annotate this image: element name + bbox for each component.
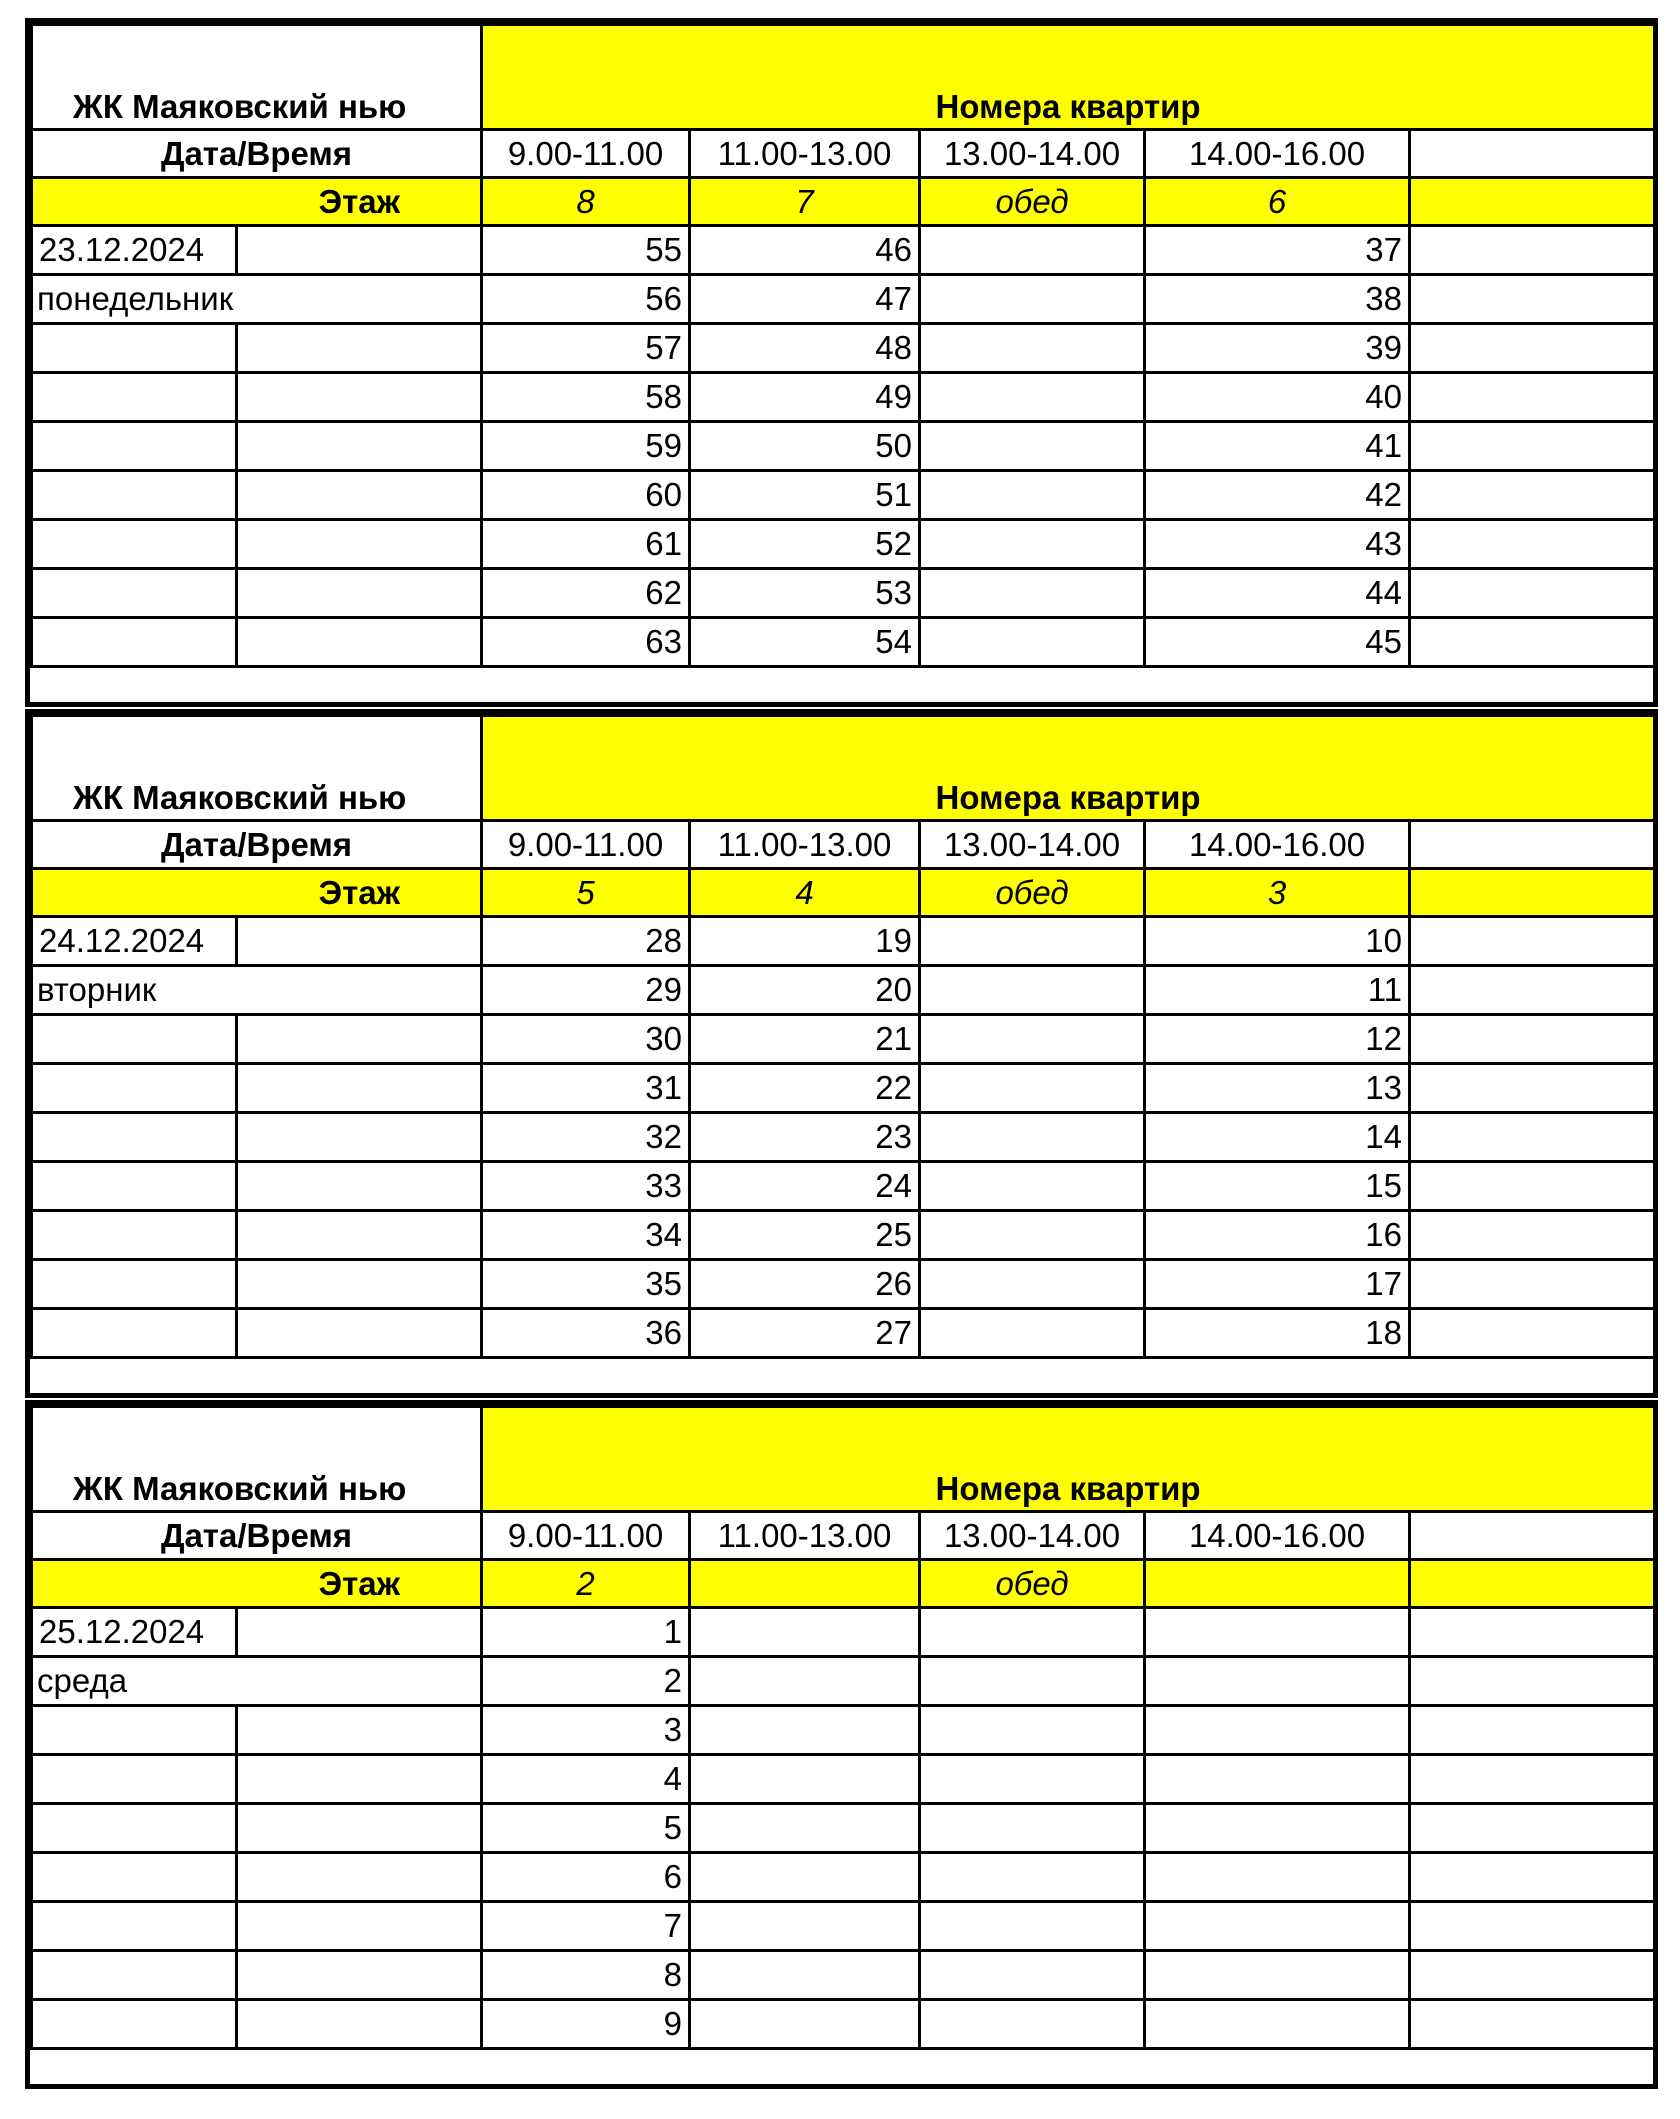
apartment-number: 13 bbox=[1145, 1064, 1410, 1113]
apartment-number bbox=[1410, 1309, 1655, 1358]
floor-value: обед bbox=[920, 178, 1145, 226]
empty-cell bbox=[237, 1902, 482, 1951]
apartment-number: 6 bbox=[482, 1853, 690, 1902]
apartment-number bbox=[920, 520, 1145, 569]
apartment-number bbox=[1410, 373, 1655, 422]
table-row bbox=[32, 2000, 1655, 2049]
apartment-number bbox=[690, 1706, 920, 1755]
apartment-number bbox=[920, 1853, 1145, 1902]
apartment-number: 24 bbox=[690, 1162, 920, 1211]
apartment-number bbox=[920, 1309, 1145, 1358]
apartment-number bbox=[1145, 1657, 1410, 1706]
apartment-number bbox=[1410, 618, 1655, 667]
floor-label: Этаж bbox=[32, 1560, 482, 1608]
apartment-number bbox=[920, 1260, 1145, 1309]
apartment-number: 60 bbox=[482, 471, 690, 520]
empty-cell bbox=[237, 422, 482, 471]
empty-cell bbox=[32, 1706, 237, 1755]
apartment-number bbox=[920, 1162, 1145, 1211]
table-row bbox=[32, 1015, 1655, 1064]
empty-cell bbox=[32, 1853, 237, 1902]
apartment-number bbox=[1410, 1755, 1655, 1804]
time-slot: 14.00-16.00 bbox=[1145, 130, 1410, 178]
empty-cell bbox=[237, 1755, 482, 1804]
schedule-table bbox=[30, 23, 1656, 668]
apartment-number bbox=[1410, 324, 1655, 373]
empty-cell bbox=[32, 324, 237, 373]
apartment-number: 56 bbox=[482, 275, 690, 324]
weekday-cell: понедельник bbox=[32, 275, 482, 324]
table-row bbox=[32, 373, 1655, 422]
apartment-number bbox=[1145, 1951, 1410, 2000]
date-cell: 23.12.2024 bbox=[32, 226, 237, 275]
empty-cell bbox=[32, 1902, 237, 1951]
floor-value: обед bbox=[920, 869, 1145, 917]
table-row bbox=[32, 1853, 1655, 1902]
apartment-number: 30 bbox=[482, 1015, 690, 1064]
apartment-number bbox=[920, 1015, 1145, 1064]
apartment-number: 14 bbox=[1145, 1113, 1410, 1162]
apartment-number: 46 bbox=[690, 226, 920, 275]
apartment-number: 12 bbox=[1145, 1015, 1410, 1064]
apartment-number: 27 bbox=[690, 1309, 920, 1358]
table-row bbox=[32, 1113, 1655, 1162]
time-slot: 9.00-11.00 bbox=[482, 130, 690, 178]
apartment-number: 55 bbox=[482, 226, 690, 275]
apartment-number: 61 bbox=[482, 520, 690, 569]
apartment-number: 1 bbox=[482, 1608, 690, 1657]
empty-cell bbox=[32, 1260, 237, 1309]
apartment-number bbox=[920, 1113, 1145, 1162]
apartment-number: 11 bbox=[1145, 966, 1410, 1015]
apartment-number bbox=[920, 966, 1145, 1015]
apartment-number: 10 bbox=[1145, 917, 1410, 966]
apartment-number: 7 bbox=[482, 1902, 690, 1951]
table-row bbox=[32, 1309, 1655, 1358]
apartment-number bbox=[1410, 1804, 1655, 1853]
apartment-number: 39 bbox=[1145, 324, 1410, 373]
table-row bbox=[32, 1657, 1655, 1706]
apartment-number bbox=[1410, 226, 1655, 275]
apartment-number: 42 bbox=[1145, 471, 1410, 520]
floor-value: обед bbox=[920, 1560, 1145, 1608]
apartment-number bbox=[920, 1902, 1145, 1951]
apartment-number bbox=[690, 1755, 920, 1804]
apartment-number: 54 bbox=[690, 618, 920, 667]
apartment-number: 26 bbox=[690, 1260, 920, 1309]
apartment-number bbox=[1410, 569, 1655, 618]
apartment-number: 5 bbox=[482, 1804, 690, 1853]
empty-cell bbox=[237, 1804, 482, 1853]
empty-cell bbox=[237, 226, 482, 275]
apartment-number: 38 bbox=[1145, 275, 1410, 324]
empty-cell bbox=[237, 1260, 482, 1309]
apartment-number bbox=[920, 1211, 1145, 1260]
empty-cell bbox=[237, 324, 482, 373]
apartment-number bbox=[690, 1804, 920, 1853]
apartment-number bbox=[1410, 1657, 1655, 1706]
floor-value bbox=[690, 1560, 920, 1608]
apartment-number: 53 bbox=[690, 569, 920, 618]
apartment-number: 57 bbox=[482, 324, 690, 373]
table-row bbox=[32, 1260, 1655, 1309]
apartment-number bbox=[690, 1853, 920, 1902]
table-row bbox=[32, 618, 1655, 667]
empty-cell bbox=[237, 1064, 482, 1113]
table-row bbox=[32, 1608, 1655, 1657]
empty-cell bbox=[237, 1309, 482, 1358]
apartment-number bbox=[920, 2000, 1145, 2049]
apartment-number: 29 bbox=[482, 966, 690, 1015]
table-row bbox=[32, 1162, 1655, 1211]
table-row bbox=[32, 226, 1655, 275]
time-slot: 13.00-14.00 bbox=[920, 821, 1145, 869]
apartment-number bbox=[690, 1657, 920, 1706]
apartment-number: 50 bbox=[690, 422, 920, 471]
empty-cell bbox=[32, 471, 237, 520]
apartment-number: 49 bbox=[690, 373, 920, 422]
apartment-number: 23 bbox=[690, 1113, 920, 1162]
apartment-number: 34 bbox=[482, 1211, 690, 1260]
empty-cell bbox=[32, 1162, 237, 1211]
weekday-cell: вторник bbox=[32, 966, 482, 1015]
empty-cell bbox=[237, 1608, 482, 1657]
table-row bbox=[32, 1902, 1655, 1951]
empty-cell bbox=[32, 1804, 237, 1853]
time-slot: 11.00-13.00 bbox=[690, 130, 920, 178]
empty-cell bbox=[32, 569, 237, 618]
table-row bbox=[32, 471, 1655, 520]
empty-cell bbox=[237, 1162, 482, 1211]
table-row bbox=[32, 569, 1655, 618]
apartment-number bbox=[1410, 1162, 1655, 1211]
empty-cell bbox=[32, 2000, 237, 2049]
empty-cell bbox=[32, 1113, 237, 1162]
date-cell: 25.12.2024 bbox=[32, 1608, 237, 1657]
apartment-number: 35 bbox=[482, 1260, 690, 1309]
empty-cell bbox=[237, 373, 482, 422]
empty-cell bbox=[32, 520, 237, 569]
apartment-number bbox=[1410, 1113, 1655, 1162]
apartment-number bbox=[1410, 1211, 1655, 1260]
empty-cell bbox=[237, 471, 482, 520]
apartment-number: 21 bbox=[690, 1015, 920, 1064]
apartment-number bbox=[690, 2000, 920, 2049]
floor-value bbox=[1410, 178, 1655, 226]
apartment-number bbox=[920, 471, 1145, 520]
apartment-number bbox=[1145, 2000, 1410, 2049]
apartment-number: 19 bbox=[690, 917, 920, 966]
schedule-section bbox=[25, 1400, 1658, 2089]
schedule-section bbox=[25, 709, 1658, 1398]
schedule-section bbox=[25, 18, 1658, 707]
apartment-number: 62 bbox=[482, 569, 690, 618]
time-slot bbox=[1410, 1512, 1655, 1560]
floor-value: 3 bbox=[1145, 869, 1410, 917]
schedule-table bbox=[30, 1405, 1656, 2050]
apartment-number bbox=[1410, 1015, 1655, 1064]
apartment-number: 9 bbox=[482, 2000, 690, 2049]
empty-cell bbox=[32, 422, 237, 471]
apartment-number bbox=[1410, 2000, 1655, 2049]
time-slot bbox=[1410, 821, 1655, 869]
apartment-number bbox=[1410, 917, 1655, 966]
time-slot bbox=[1410, 130, 1655, 178]
floor-value: 7 bbox=[690, 178, 920, 226]
empty-cell bbox=[237, 1706, 482, 1755]
empty-cell bbox=[32, 1015, 237, 1064]
datetime-label: Дата/Время bbox=[32, 821, 482, 869]
time-slot: 14.00-16.00 bbox=[1145, 1512, 1410, 1560]
apartment-number bbox=[920, 1657, 1145, 1706]
schedule-table bbox=[30, 714, 1656, 1359]
apartment-number bbox=[1410, 520, 1655, 569]
floor-value: 5 bbox=[482, 869, 690, 917]
apartment-number: 18 bbox=[1145, 1309, 1410, 1358]
apartment-number bbox=[920, 324, 1145, 373]
empty-cell bbox=[237, 1853, 482, 1902]
table-row bbox=[32, 1804, 1655, 1853]
apartment-number: 45 bbox=[1145, 618, 1410, 667]
empty-cell bbox=[32, 618, 237, 667]
apartment-number bbox=[1145, 1706, 1410, 1755]
time-slot: 9.00-11.00 bbox=[482, 1512, 690, 1560]
time-slot: 14.00-16.00 bbox=[1145, 821, 1410, 869]
apartment-number bbox=[920, 1951, 1145, 2000]
time-slot: 13.00-14.00 bbox=[920, 130, 1145, 178]
apartment-number bbox=[1410, 1951, 1655, 2000]
apartment-number: 20 bbox=[690, 966, 920, 1015]
table-row bbox=[32, 275, 1655, 324]
empty-cell bbox=[32, 1951, 237, 2000]
apartment-number bbox=[920, 1064, 1145, 1113]
table-row bbox=[32, 324, 1655, 373]
table-row bbox=[32, 1755, 1655, 1804]
apartment-number: 15 bbox=[1145, 1162, 1410, 1211]
apartment-number bbox=[1410, 422, 1655, 471]
empty-cell bbox=[32, 1064, 237, 1113]
empty-cell bbox=[237, 1951, 482, 2000]
apartment-number: 40 bbox=[1145, 373, 1410, 422]
empty-cell bbox=[237, 1015, 482, 1064]
table-row bbox=[32, 917, 1655, 966]
schedule-sheet bbox=[25, 18, 1658, 2091]
time-slot: 13.00-14.00 bbox=[920, 1512, 1145, 1560]
floor-value: 4 bbox=[690, 869, 920, 917]
empty-cell bbox=[237, 1113, 482, 1162]
apartment-number: 36 bbox=[482, 1309, 690, 1358]
apartment-number bbox=[1410, 1608, 1655, 1657]
apartment-number: 51 bbox=[690, 471, 920, 520]
table-row bbox=[32, 520, 1655, 569]
apartment-number: 8 bbox=[482, 1951, 690, 2000]
empty-cell bbox=[237, 569, 482, 618]
apartment-number bbox=[1410, 471, 1655, 520]
apartment-number bbox=[1410, 966, 1655, 1015]
apartment-number bbox=[1145, 1804, 1410, 1853]
apartment-number: 17 bbox=[1145, 1260, 1410, 1309]
empty-cell bbox=[32, 1309, 237, 1358]
apartment-number bbox=[920, 1804, 1145, 1853]
datetime-label: Дата/Время bbox=[32, 130, 482, 178]
apartment-number bbox=[1410, 1902, 1655, 1951]
weekday-cell: среда bbox=[32, 1657, 482, 1706]
apartment-number: 44 bbox=[1145, 569, 1410, 618]
apartment-number bbox=[1145, 1902, 1410, 1951]
empty-cell bbox=[32, 1211, 237, 1260]
apartment-number: 33 bbox=[482, 1162, 690, 1211]
apartment-number bbox=[690, 1608, 920, 1657]
empty-cell bbox=[237, 2000, 482, 2049]
apartment-number bbox=[920, 1755, 1145, 1804]
apartment-number: 32 bbox=[482, 1113, 690, 1162]
apartments-header: Номера квартир bbox=[482, 25, 1655, 130]
floor-label: Этаж bbox=[32, 869, 482, 917]
apartment-number bbox=[1410, 275, 1655, 324]
apartment-number bbox=[920, 917, 1145, 966]
apartment-number bbox=[1410, 1853, 1655, 1902]
apartment-number bbox=[690, 1902, 920, 1951]
apartment-number: 37 bbox=[1145, 226, 1410, 275]
time-slot: 9.00-11.00 bbox=[482, 821, 690, 869]
time-slot: 11.00-13.00 bbox=[690, 821, 920, 869]
empty-cell bbox=[32, 1755, 237, 1804]
apartment-number bbox=[1410, 1260, 1655, 1309]
apartment-number bbox=[920, 569, 1145, 618]
apartment-number bbox=[920, 1706, 1145, 1755]
complex-name: ЖК Маяковский нью bbox=[32, 1407, 482, 1512]
apartment-number bbox=[1145, 1755, 1410, 1804]
apartment-number: 63 bbox=[482, 618, 690, 667]
apartment-number: 2 bbox=[482, 1657, 690, 1706]
apartments-header: Номера квартир bbox=[482, 1407, 1655, 1512]
apartment-number bbox=[690, 1951, 920, 2000]
floor-value bbox=[1410, 1560, 1655, 1608]
apartment-number bbox=[1145, 1853, 1410, 1902]
apartment-number bbox=[920, 226, 1145, 275]
apartment-number: 58 bbox=[482, 373, 690, 422]
table-row bbox=[32, 1706, 1655, 1755]
empty-cell bbox=[237, 1211, 482, 1260]
apartment-number bbox=[1410, 1706, 1655, 1755]
floor-value: 8 bbox=[482, 178, 690, 226]
apartment-number bbox=[920, 275, 1145, 324]
apartment-number bbox=[1145, 1608, 1410, 1657]
apartment-number: 25 bbox=[690, 1211, 920, 1260]
apartment-number: 48 bbox=[690, 324, 920, 373]
apartment-number: 59 bbox=[482, 422, 690, 471]
apartment-number: 16 bbox=[1145, 1211, 1410, 1260]
table-row bbox=[32, 1211, 1655, 1260]
table-row bbox=[32, 422, 1655, 471]
apartment-number: 31 bbox=[482, 1064, 690, 1113]
apartment-number: 43 bbox=[1145, 520, 1410, 569]
empty-cell bbox=[237, 618, 482, 667]
time-slot: 11.00-13.00 bbox=[690, 1512, 920, 1560]
datetime-label: Дата/Время bbox=[32, 1512, 482, 1560]
empty-cell bbox=[32, 373, 237, 422]
floor-value bbox=[1410, 869, 1655, 917]
floor-value: 6 bbox=[1145, 178, 1410, 226]
date-cell: 24.12.2024 bbox=[32, 917, 237, 966]
table-row bbox=[32, 966, 1655, 1015]
apartment-number: 52 bbox=[690, 520, 920, 569]
floor-value bbox=[1145, 1560, 1410, 1608]
apartment-number bbox=[1410, 1064, 1655, 1113]
apartments-header: Номера квартир bbox=[482, 716, 1655, 821]
apartment-number: 41 bbox=[1145, 422, 1410, 471]
apartment-number bbox=[920, 373, 1145, 422]
complex-name: ЖК Маяковский нью bbox=[32, 716, 482, 821]
empty-cell bbox=[237, 520, 482, 569]
apartment-number bbox=[920, 422, 1145, 471]
empty-cell bbox=[237, 917, 482, 966]
floor-label: Этаж bbox=[32, 178, 482, 226]
table-row bbox=[32, 1064, 1655, 1113]
apartment-number: 3 bbox=[482, 1706, 690, 1755]
apartment-number: 22 bbox=[690, 1064, 920, 1113]
apartment-number: 4 bbox=[482, 1755, 690, 1804]
apartment-number: 47 bbox=[690, 275, 920, 324]
complex-name: ЖК Маяковский нью bbox=[32, 25, 482, 130]
apartment-number bbox=[920, 618, 1145, 667]
floor-value: 2 bbox=[482, 1560, 690, 1608]
apartment-number: 28 bbox=[482, 917, 690, 966]
apartment-number bbox=[920, 1608, 1145, 1657]
table-row bbox=[32, 1951, 1655, 2000]
